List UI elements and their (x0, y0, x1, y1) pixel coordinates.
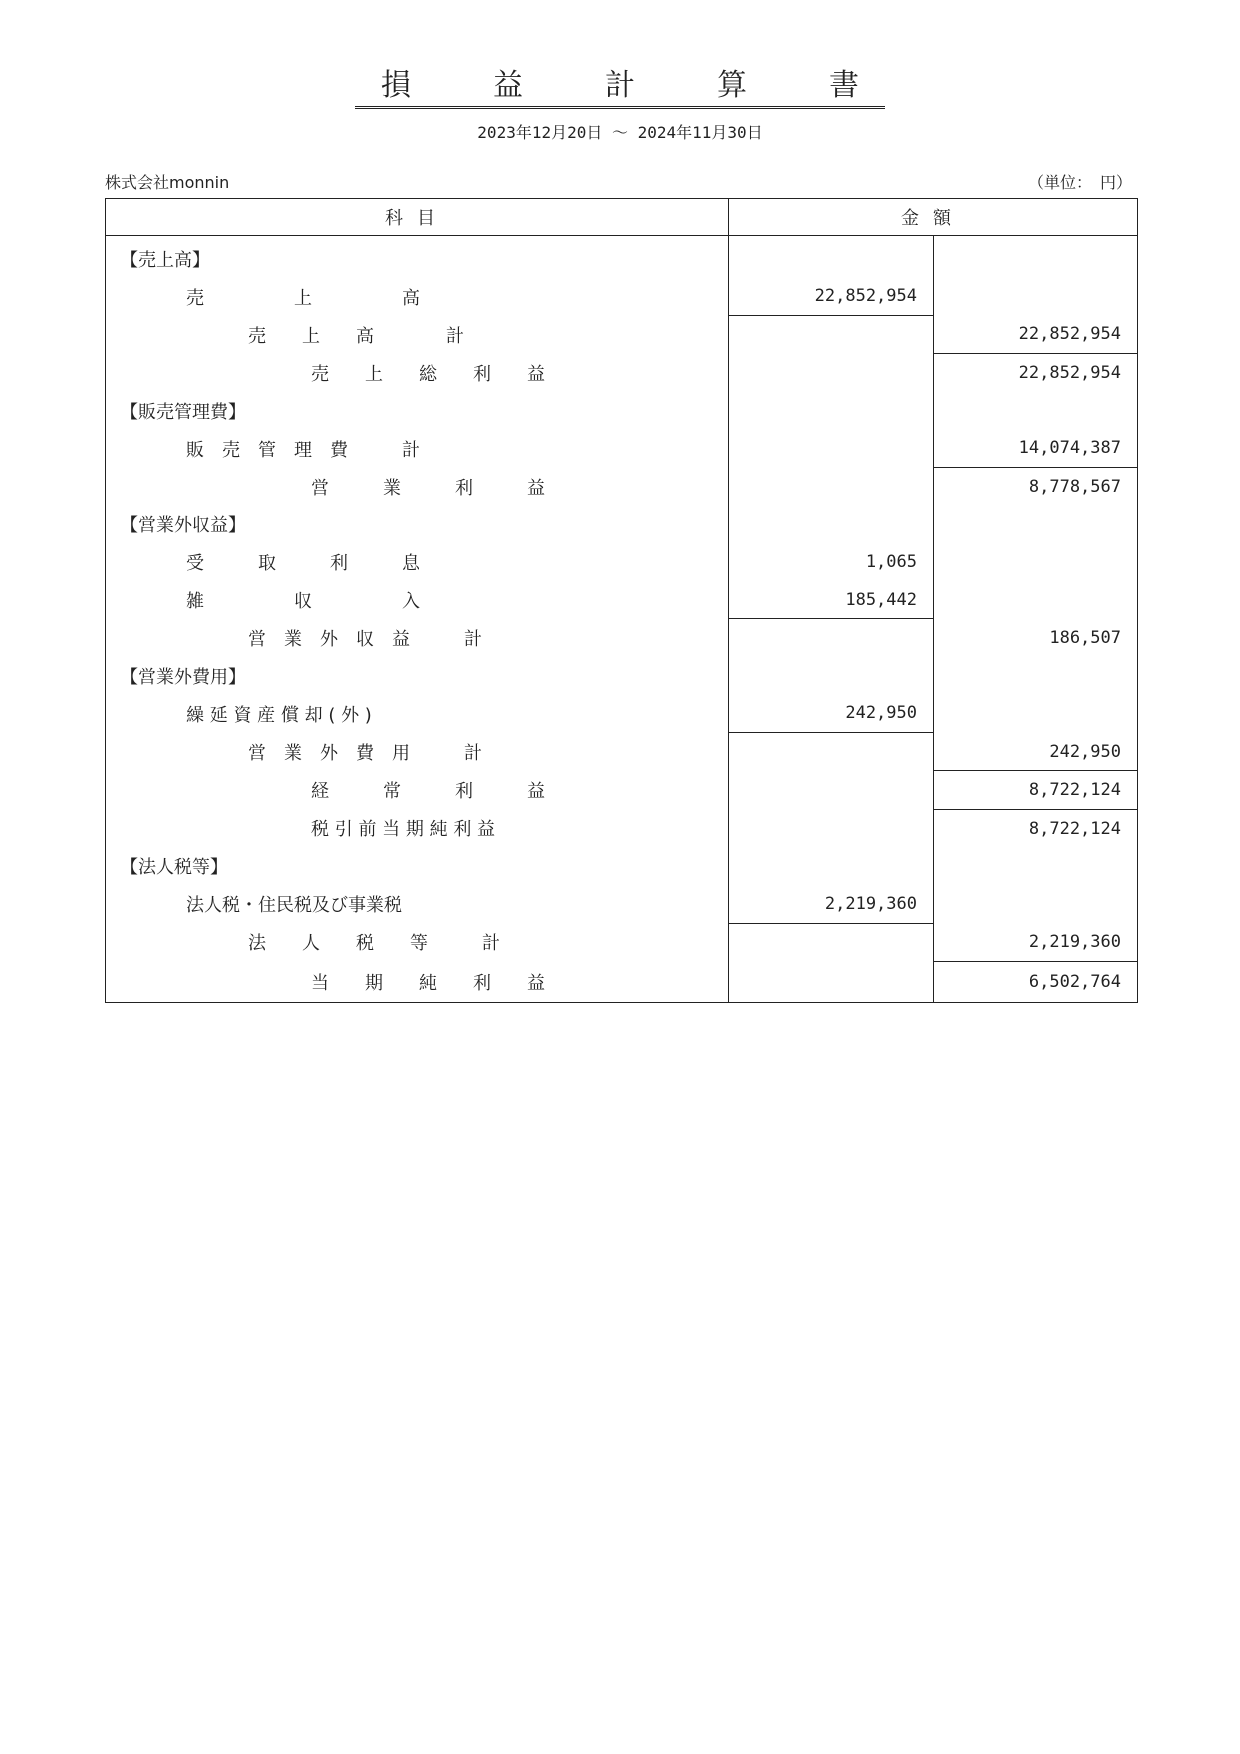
account-label: 法 人 税 等 計 (106, 923, 729, 961)
detail-amount: 1,065 (729, 543, 934, 581)
detail-amount (729, 771, 934, 810)
table-row (106, 771, 1138, 810)
table-row (106, 278, 1138, 316)
table-row (106, 923, 1138, 961)
total-amount: 22,852,954 (934, 316, 1138, 354)
total-amount (934, 848, 1138, 886)
total-amount: 242,950 (934, 733, 1138, 771)
table-row (106, 354, 1138, 392)
table-row (106, 885, 1138, 923)
total-amount (934, 506, 1138, 544)
detail-amount (729, 236, 934, 278)
account-label: 【法人税等】 (106, 848, 729, 886)
table-row (106, 316, 1138, 354)
total-amount: 6,502,764 (934, 961, 1138, 1002)
detail-amount (729, 961, 934, 1002)
detail-amount: 22,852,954 (729, 278, 934, 316)
table-row (106, 429, 1138, 467)
table-row (106, 543, 1138, 581)
statement-rows (106, 236, 1138, 1003)
detail-amount (729, 619, 934, 657)
account-label: 雑 収 入 (106, 581, 729, 619)
amount-header: 金額 (729, 199, 1138, 236)
detail-amount (729, 657, 934, 695)
total-amount (934, 543, 1138, 581)
total-amount (934, 581, 1138, 619)
account-label: 営 業 外 収 益 計 (106, 619, 729, 657)
account-label: 受 取 利 息 (106, 543, 729, 581)
detail-amount (729, 923, 934, 961)
document-title-wrap (0, 60, 1240, 109)
detail-amount (729, 848, 934, 886)
account-label: 法人税・住民税及び事業税 (106, 885, 729, 923)
table-row (106, 695, 1138, 733)
fiscal-period: 2023年12月20日 〜 2024年11月30日 (477, 123, 763, 142)
table-row (106, 581, 1138, 619)
total-amount: 8,722,124 (934, 809, 1138, 847)
table-row (106, 809, 1138, 847)
table-row (106, 619, 1138, 657)
account-label: 販 売 管 理 費 計 (106, 429, 729, 467)
table-row (106, 506, 1138, 544)
table-row (106, 657, 1138, 695)
table-row (106, 468, 1138, 506)
total-amount (934, 885, 1138, 923)
account-label: 【営業外費用】 (106, 657, 729, 695)
table-row (106, 236, 1138, 278)
total-amount: 186,507 (934, 619, 1138, 657)
income-statement-table (105, 198, 1138, 1003)
detail-amount: 185,442 (729, 581, 934, 619)
table-row (106, 392, 1138, 430)
total-amount (934, 695, 1138, 733)
account-label: 繰 延 資 産 償 却 ( 外 ) (106, 695, 729, 733)
detail-amount (729, 354, 934, 392)
account-label: 経 常 利 益 (106, 771, 729, 810)
total-amount: 22,852,954 (934, 354, 1138, 392)
detail-amount (729, 468, 934, 506)
table-row (106, 848, 1138, 886)
account-label: 売 上 高 計 (106, 316, 729, 354)
account-label: 税 引 前 当 期 純 利 益 (106, 809, 729, 847)
total-amount (934, 657, 1138, 695)
total-amount: 8,722,124 (934, 771, 1138, 810)
currency-unit: （単位： 円） (1027, 173, 1132, 192)
account-header: 科目 (106, 199, 729, 236)
account-label: 【売上高】 (106, 236, 729, 278)
total-amount (934, 278, 1138, 316)
total-amount (934, 236, 1138, 278)
detail-amount (729, 809, 934, 847)
detail-amount (729, 392, 934, 430)
account-label: 【販売管理費】 (106, 392, 729, 430)
detail-amount (729, 506, 934, 544)
detail-amount (729, 316, 934, 354)
table-row (106, 733, 1138, 771)
total-amount: 8,778,567 (934, 468, 1138, 506)
account-label: 当 期 純 利 益 (106, 961, 729, 1002)
account-label: 営 業 外 費 用 計 (106, 733, 729, 771)
account-label: 【営業外収益】 (106, 506, 729, 544)
total-amount (934, 392, 1138, 430)
detail-amount: 242,950 (729, 695, 934, 733)
company-name: 株式会社monnin (105, 173, 230, 192)
account-label: 売 上 総 利 益 (106, 354, 729, 392)
account-label: 売 上 高 (106, 278, 729, 316)
detail-amount (729, 429, 934, 467)
account-label: 営 業 利 益 (106, 468, 729, 506)
detail-amount (729, 733, 934, 771)
document-title: 損 益 計 算 書 (355, 60, 885, 109)
table-row (106, 961, 1138, 1002)
total-amount: 2,219,360 (934, 923, 1138, 961)
table-header-row (106, 199, 1138, 236)
detail-amount: 2,219,360 (729, 885, 934, 923)
total-amount: 14,074,387 (934, 429, 1138, 467)
